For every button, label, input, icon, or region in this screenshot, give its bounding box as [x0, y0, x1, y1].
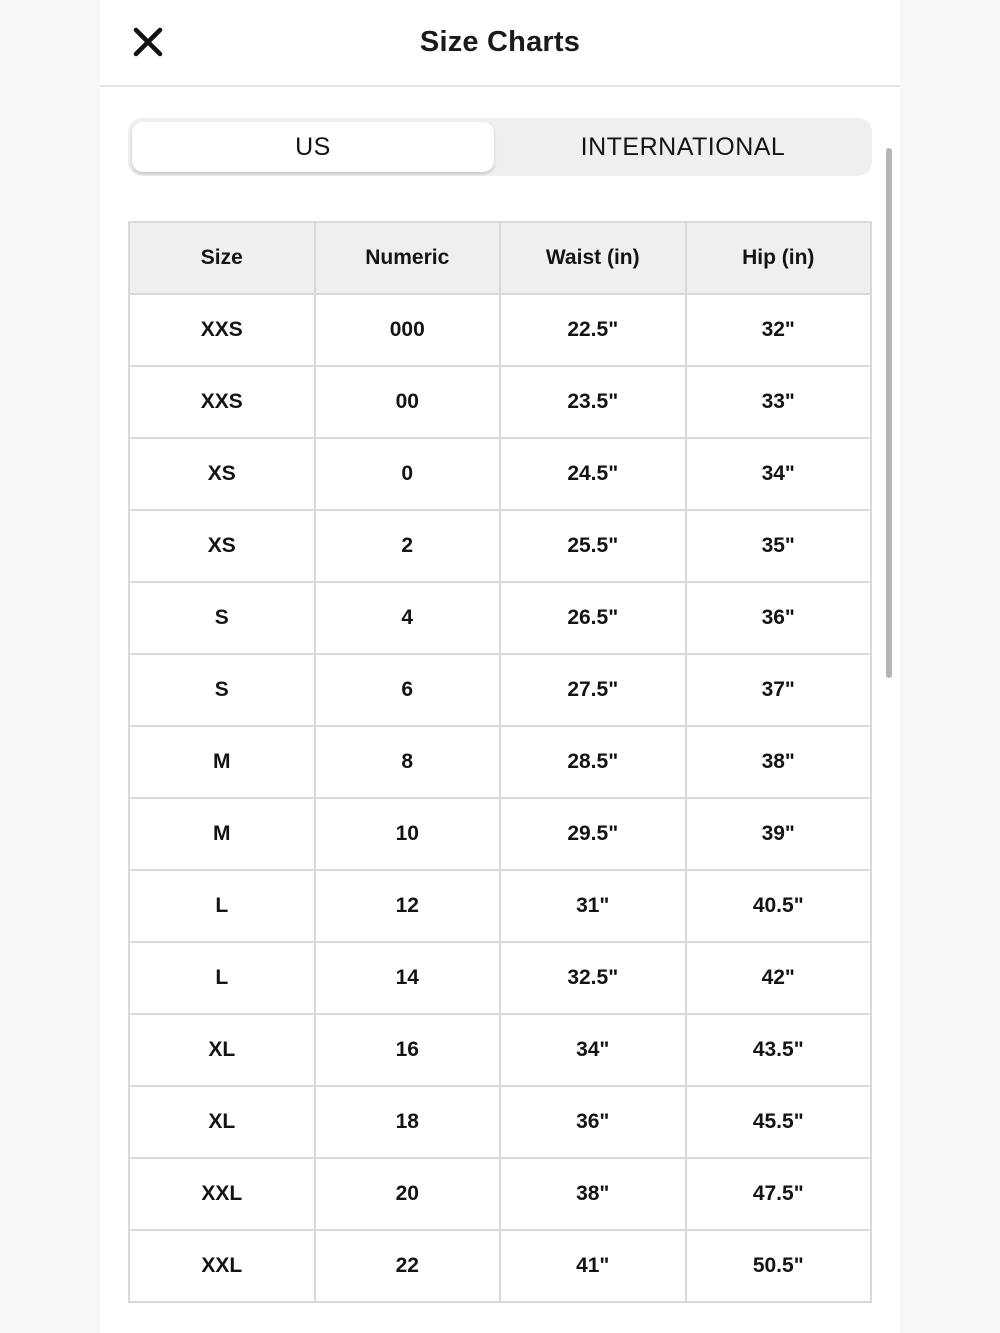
hip-cell: 47.5" [686, 1158, 872, 1230]
waist-cell: 38" [500, 1158, 686, 1230]
table-row [129, 942, 871, 1014]
numeric-cell: 8 [315, 726, 501, 798]
table-row [129, 294, 871, 366]
numeric-cell: 2 [315, 510, 501, 582]
waist-cell: 25.5" [500, 510, 686, 582]
waist-cell: 36" [500, 1086, 686, 1158]
hip-cell: 42" [686, 942, 872, 1014]
numeric-cell: 14 [315, 942, 501, 1014]
size-cell: XXL [129, 1230, 315, 1302]
size-cell: XXS [129, 294, 315, 366]
size-cell: XL [129, 1014, 315, 1086]
numeric-cell: 22 [315, 1230, 501, 1302]
size-cell: M [129, 798, 315, 870]
waist-cell: 32.5" [500, 942, 686, 1014]
hip-cell: 35" [686, 510, 872, 582]
numeric-cell: 4 [315, 582, 501, 654]
size-cell: XS [129, 510, 315, 582]
table-row [129, 726, 871, 798]
hip-cell: 45.5" [686, 1086, 872, 1158]
size-cell: XS [129, 438, 315, 510]
numeric-cell: 000 [315, 294, 501, 366]
size-cell: XL [129, 1086, 315, 1158]
size-cell: XXL [129, 1158, 315, 1230]
hip-cell: 37" [686, 654, 872, 726]
table-row [129, 654, 871, 726]
numeric-cell: 6 [315, 654, 501, 726]
numeric-cell: 10 [315, 798, 501, 870]
hip-cell: 33" [686, 366, 872, 438]
table-header-row [129, 222, 871, 294]
table-row [129, 798, 871, 870]
waist-cell: 22.5" [500, 294, 686, 366]
waist-cell: 26.5" [500, 582, 686, 654]
numeric-cell: 20 [315, 1158, 501, 1230]
hip-cell: 32" [686, 294, 872, 366]
waist-cell: 24.5" [500, 438, 686, 510]
numeric-cell: 18 [315, 1086, 501, 1158]
numeric-cell: 16 [315, 1014, 501, 1086]
size-cell: S [129, 654, 315, 726]
hip-cell: 40.5" [686, 870, 872, 942]
table-row [129, 582, 871, 654]
size-cell: L [129, 870, 315, 942]
table-row [129, 1158, 871, 1230]
table-row [129, 1014, 871, 1086]
waist-cell: 23.5" [500, 366, 686, 438]
tab-us[interactable]: US [132, 122, 494, 172]
column-header-waist: Waist (in) [500, 222, 686, 294]
waist-cell: 41" [500, 1230, 686, 1302]
tab-international[interactable]: INTERNATIONAL [580, 133, 786, 161]
size-table [128, 221, 872, 1303]
header [100, 0, 900, 87]
table-row [129, 438, 871, 510]
numeric-cell: 00 [315, 366, 501, 438]
table-row [129, 1230, 871, 1302]
size-chart-sheet [100, 0, 900, 1333]
hip-cell: 34" [686, 438, 872, 510]
numeric-cell: 0 [315, 438, 501, 510]
numeric-cell: 12 [315, 870, 501, 942]
table-row [129, 870, 871, 942]
column-header-size: Size [129, 222, 315, 294]
table-row [129, 1086, 871, 1158]
size-cell: XXS [129, 366, 315, 438]
page-title: Size Charts [419, 26, 581, 58]
waist-cell: 34" [500, 1014, 686, 1086]
size-cell: L [129, 942, 315, 1014]
region-segmented-control [128, 118, 872, 176]
waist-cell: 29.5" [500, 798, 686, 870]
waist-cell: 31" [500, 870, 686, 942]
scrollbar[interactable] [886, 148, 892, 678]
waist-cell: 28.5" [500, 726, 686, 798]
hip-cell: 36" [686, 582, 872, 654]
table-body [129, 294, 871, 1302]
column-header-numeric: Numeric [315, 222, 501, 294]
size-cell: S [129, 582, 315, 654]
hip-cell: 39" [686, 798, 872, 870]
hip-cell: 43.5" [686, 1014, 872, 1086]
table-row [129, 510, 871, 582]
hip-cell: 50.5" [686, 1230, 872, 1302]
column-header-hip: Hip (in) [686, 222, 872, 294]
table-row [129, 366, 871, 438]
waist-cell: 27.5" [500, 654, 686, 726]
hip-cell: 38" [686, 726, 872, 798]
size-cell: M [129, 726, 315, 798]
